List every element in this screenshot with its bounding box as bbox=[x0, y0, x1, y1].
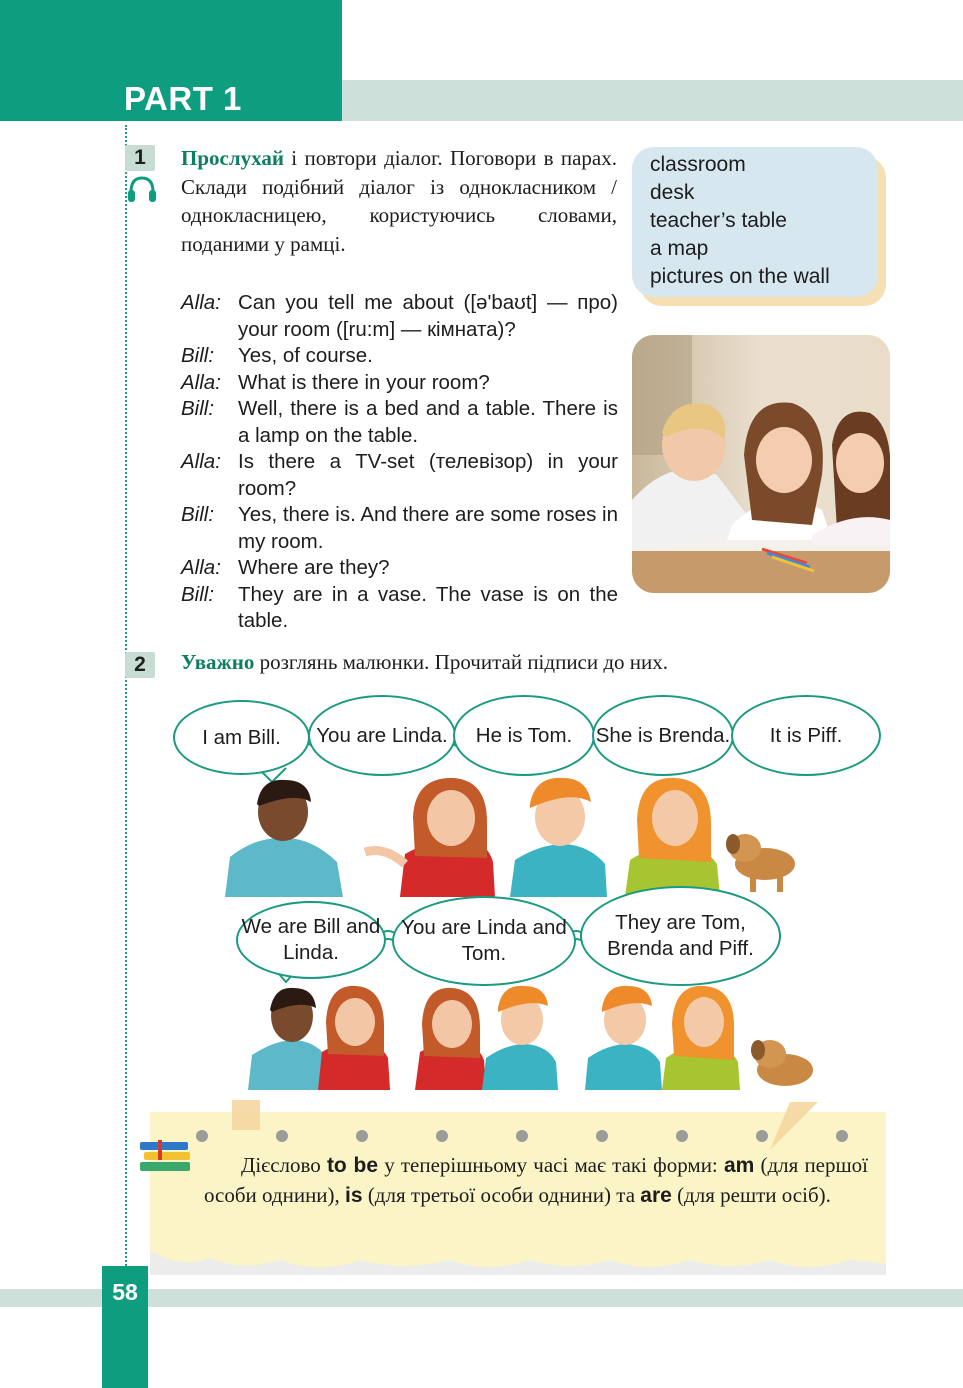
task-2-instruction-text: розглянь малюнки. Прочитай підписи до них. bbox=[254, 650, 669, 674]
line-text: Yes, there is. And there are some roses in my room. bbox=[238, 503, 618, 553]
vocab-item: teacher’s table bbox=[650, 209, 787, 232]
highlight-are: are bbox=[640, 1183, 672, 1207]
speech-bubble: He is Tom. bbox=[453, 695, 595, 776]
speech-bubble: She is Brenda. bbox=[592, 695, 734, 776]
line-text: Can you tell me about ([ə'baʊt] — про) your room ([ru:m] — кімната)? bbox=[238, 291, 618, 341]
speaker: Bill: bbox=[181, 582, 215, 606]
task-2-number: 2 bbox=[125, 652, 155, 678]
task-1-instruction-bold: Прослухай bbox=[181, 146, 284, 170]
characters-illustration-row-1 bbox=[225, 772, 825, 897]
speaker: Alla: bbox=[181, 450, 221, 473]
speech-bubble: You are Linda. bbox=[308, 695, 456, 776]
line-text: Well, there is a bed and a table. There is a lamp on the table. bbox=[238, 397, 618, 447]
line-text: Yes, of course. bbox=[238, 344, 373, 367]
speech-bubble: They are Tom, Brenda and Piff. bbox=[580, 886, 781, 986]
books-icon bbox=[138, 1140, 194, 1174]
vocab-item: classroom bbox=[650, 153, 746, 176]
speech-bubble: It is Piff. bbox=[731, 695, 881, 776]
speech-bubble: I am Bill. bbox=[173, 700, 310, 775]
speaker: Bill: bbox=[181, 397, 215, 420]
highlight-to-be: to be bbox=[326, 1154, 379, 1177]
line-text: What is there in your room? bbox=[238, 370, 490, 394]
speaker: Alla: bbox=[181, 291, 221, 314]
line-text: Where are they? bbox=[238, 556, 390, 579]
task-1-number: 1 bbox=[125, 145, 155, 171]
speech-bubble: We are Bill and Linda. bbox=[236, 901, 386, 979]
grammar-note-text: Дієслово to be у теперішньому часі має такі форми: am (для першої особи однини), is (для третьої особи однини) та are (для решти осіб). bbox=[204, 1153, 869, 1207]
vocab-item: desk bbox=[650, 181, 695, 204]
speech-bubble: You are Linda and Tom. bbox=[392, 896, 576, 986]
highlight-am: am bbox=[723, 1154, 755, 1177]
characters-illustration-row-2 bbox=[230, 980, 830, 1090]
part-title: PART 1 bbox=[124, 80, 242, 117]
vocab-item: a map bbox=[650, 237, 709, 260]
task-2-instruction-bold: Уважно bbox=[181, 650, 255, 674]
line-text: Is there a TV-set (телевізор) in your room? bbox=[238, 450, 618, 500]
speaker: Bill: bbox=[181, 344, 215, 367]
speaker: Bill: bbox=[181, 503, 215, 526]
task-1-instruction-text: і повтори діалог. Поговори в парах. Склади подібний діалог із однокласником / однокласницею, користуючись словами, поданими у рамці. bbox=[181, 146, 617, 256]
speaker: Alla: bbox=[181, 370, 221, 394]
highlight-is: is bbox=[345, 1183, 363, 1207]
line-text: They are in a vase. The vase is on the table. bbox=[238, 582, 618, 632]
vocab-item: pictures on the wall bbox=[650, 265, 830, 288]
speaker: Alla: bbox=[181, 556, 221, 579]
page-number: 58 bbox=[112, 1279, 138, 1305]
